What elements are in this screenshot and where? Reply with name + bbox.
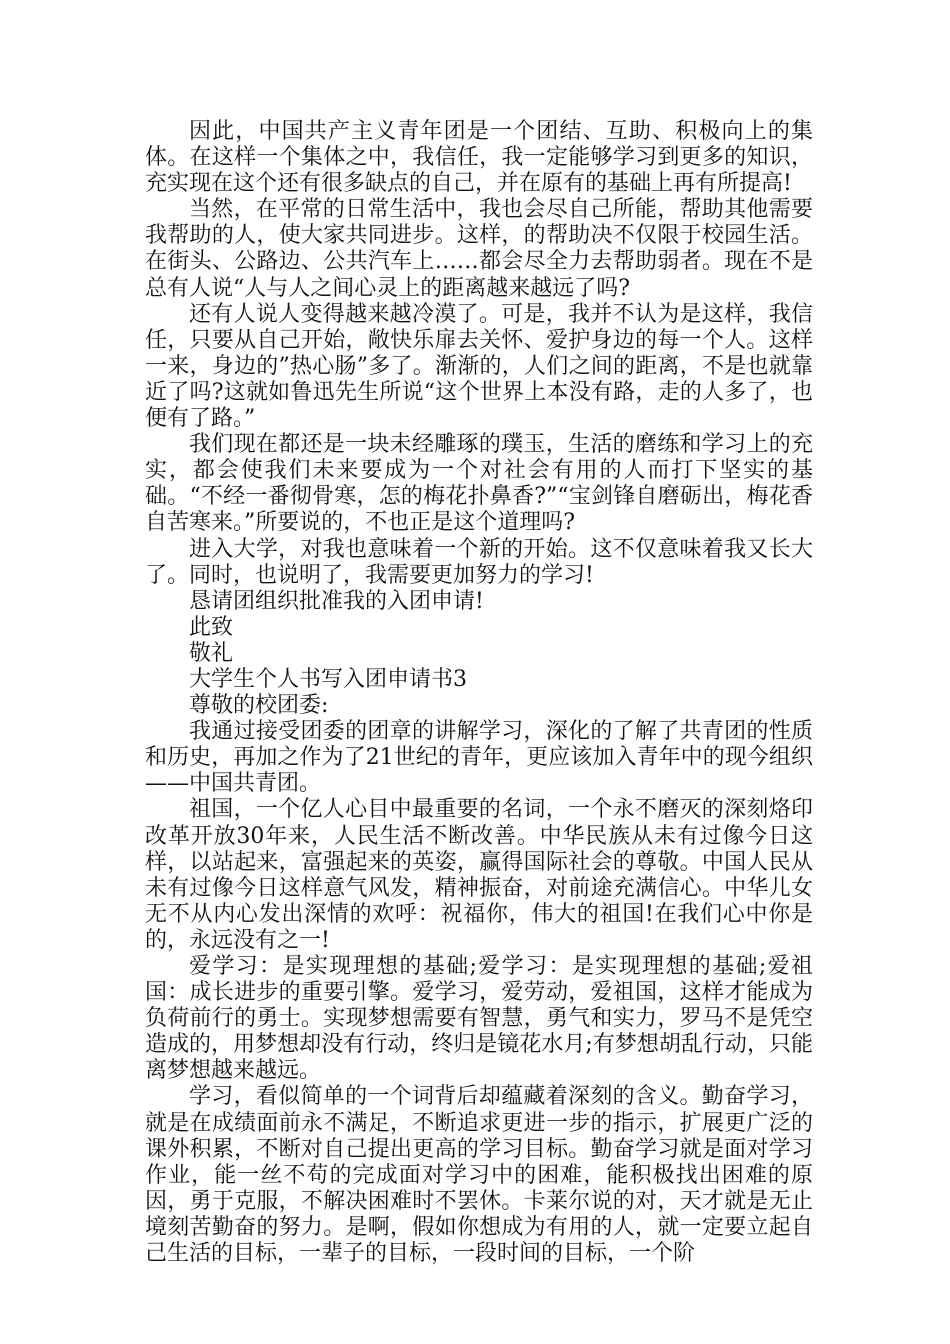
- salutation-jingli: 敬礼: [189, 640, 234, 666]
- paragraph-1: 因此，中国共产主义青年团是一个团结、互助、积极向上的集体。在这样一个集体之中，我信任，我一定能够学习到更多的知识，充实现在这个还有很多缺点的自己，并在原有的基础上再有所提高!: [145, 119, 813, 197]
- paragraph-2: 当然，在平常的日常生活中，我也会尽自己所能，帮助其他需要我帮助的人，使大家共同进步。这样，的帮助决不仅限于校园生活。在街头、公路边、公共汽车上……都会尽全力去帮助弱者。现在不是总有人说“人与人之间心灵上的距离越来越远了吗?: [145, 197, 813, 301]
- request-line: 恳请团组织批准我的入团申请!: [189, 588, 484, 614]
- paragraph-6: 我通过接受团委的团章的讲解学习，深化的了解了共青团的性质和历史，再加之作为了21世纪的青年，更应该加入青年中的现今组织——中国共青团。: [145, 719, 813, 797]
- paragraph-8: 爱学习：是实现理想的基础;爱学习：是实现理想的基础;爱祖国：成长进步的重要引擎。爱学习，爱劳动，爱祖国，这样才能成为负荷前行的勇士。实现梦想需要有智慧，勇气和实力，罗马不是凭空造成的，用梦想却没有行动，终归是镜花水月;有梦想胡乱行动，只能离梦想越来越远。: [145, 954, 813, 1084]
- paragraph-7: 祖国，一个亿人心目中最重要的名词，一个永不磨灭的深刻烙印改革开放30年来，人民生活不断改善。中华民族从未有过像今日这样，以站起来，富强起来的英姿，赢得国际社会的尊敬。中国人民从未有过像今日这样意气风发，精神振奋，对前途充满信心。中华儿女无不从内心发出深情的欢呼：祝福你，伟大的祖国!在我们心中你是的，永远没有之一!: [145, 797, 813, 953]
- paragraph-5: 进入大学，对我也意味着一个新的开始。这不仅意味着我又长大了。同时，也说明了，我需要更加努力的学习!: [145, 536, 813, 588]
- paragraph-4: 我们现在都还是一块未经雕琢的璞玉，生活的磨练和学习上的充实，都会使我们未来要成为一个对社会有用的人而打下坚实的基础。“不经一番彻骨寒，怎的梅花扑鼻香?”“宝剑锋自磨砺出，梅花香自苦寒来。”所要说的，不也正是这个道理吗?: [145, 432, 813, 536]
- section-title: 大学生个人书写入团申请书3: [189, 666, 467, 692]
- addressee: 尊敬的校团委:: [189, 693, 329, 719]
- paragraph-3: 还有人说人变得越来越冷漠了。可是，我并不认为是这样，我信任，只要从自己开始，敞快乐扉去关怀、爱护身边的每一个人。这样一来，身边的”热心肠”多了。渐渐的，人们之间的距离，不是也就靠近了吗?这就如鲁迅先生所说“这个世界上本没有路，走的人多了，也便有了路。”: [145, 301, 813, 432]
- paragraph-9: 学习，看似简单的一个词背后却蕴藏着深刻的含义。勤奋学习，就是在成绩面前永不满足，不断追求更进一步的指示，扩展更广泛的课外积累，不断对自己提出更高的学习目标。勤奋学习就是面对学习作业，能一丝不苟的完成面对学习中的困难，能积极找出困难的原因，勇于克服，不解决困难时不罢休。卡莱尔说的对，天才就是无止境刻苦勤奋的努力。是啊，假如你想成为有用的人，就一定要立起自己生活的目标，一辈子的目标，一段时间的目标，一个阶: [145, 1084, 813, 1267]
- document-body: [145, 119, 813, 1267]
- salutation-cizhi: 此致: [189, 614, 234, 640]
